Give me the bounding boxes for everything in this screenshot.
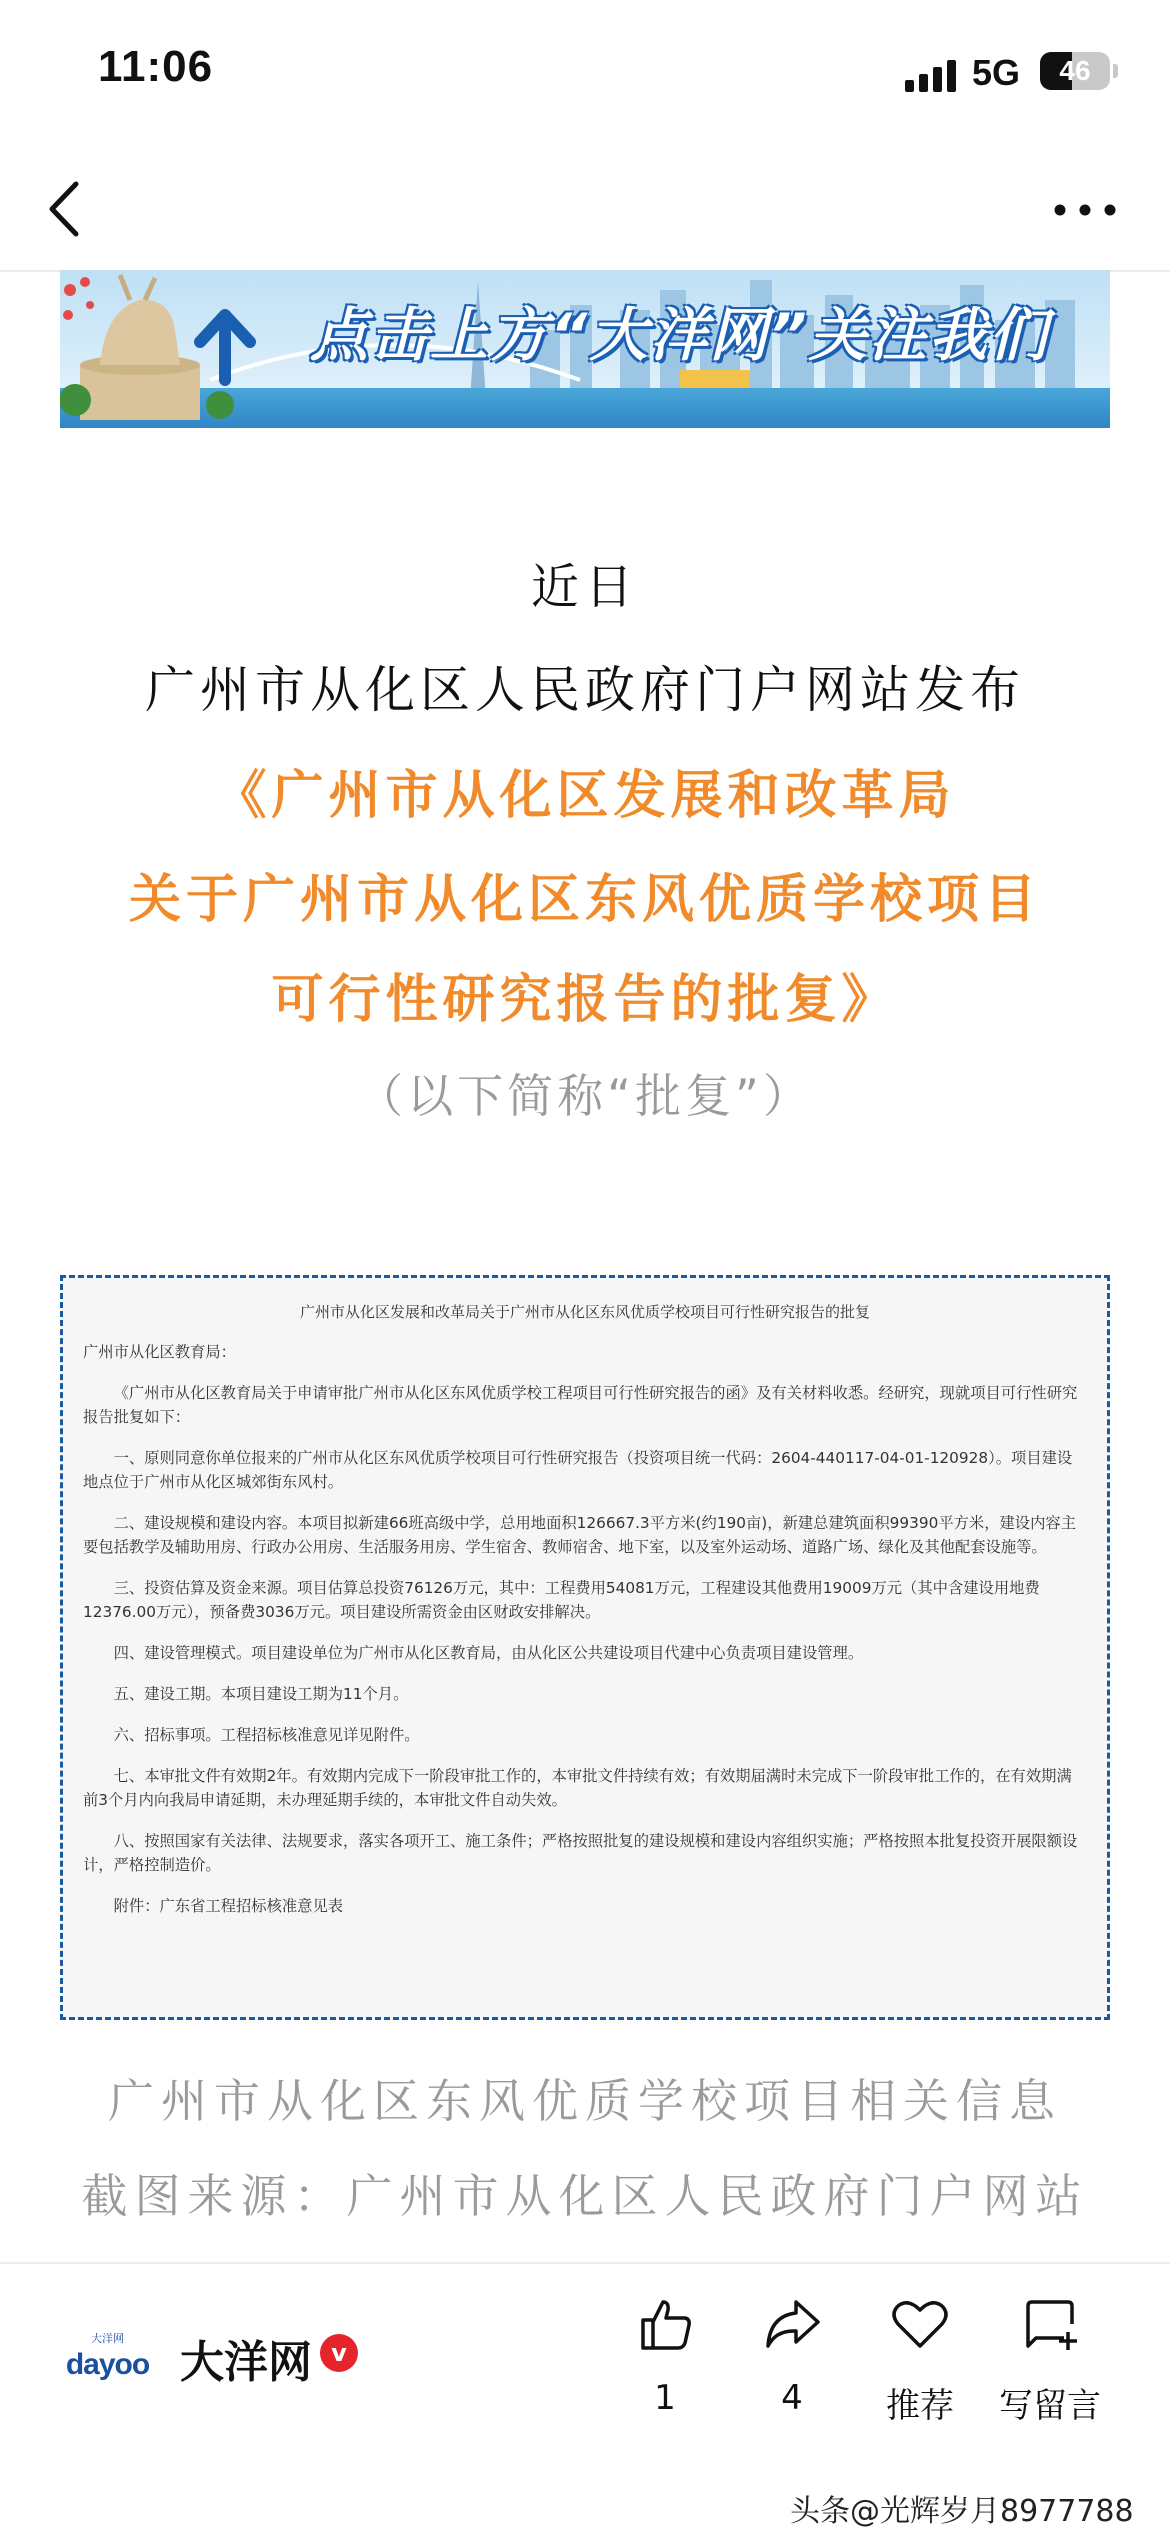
article-title-line-1: 《广州市从化区发展和改革局 [214,766,956,826]
document-paragraph: 《广州市从化区教育局关于申请审批广州市从化区东风优质学校工程项目可行性研究报告的函》及有关材料收悉。经研究，现就项目可行性研究报告批复如下： [83,1384,1078,1426]
share-button[interactable] [732,2294,852,2434]
caption-line-2: 截图来源：广州市从化区人民政府门户网站 [81,2169,1089,2223]
document-paragraph: 二、建设规模和建设内容。本项目拟新建66班高级中学，总用地面积126667.3平方米(约190亩)，新建总建筑面积99390平方米，建设内容主要包括教学及辅助用房、行政办公用房、生活服务用房、学生宿舍、教师宿舍、地下室，以及室外运动场、道路广场、绿化及其他配套设施等。 [83,1514,1076,1556]
battery-level: 46 [1059,55,1091,86]
intro-line-2: 广州市从化区人民政府门户网站发布 [145,661,1025,719]
thumbs-up-icon [635,2294,695,2354]
network-label: 5G [972,52,1021,93]
caption-line-1: 广州市从化区东风优质学校项目相关信息 [108,2074,1062,2128]
like-button[interactable] [605,2294,725,2434]
document-attachment: 附件：广东省工程招标核准意见表 [113,1897,344,1915]
signal-icon [905,58,957,92]
document-paragraph: 一、原则同意你单位报来的广州市从化区东风优质学校项目可行性研究报告（投资项目统一代码：2604-440117-04-01-120928）。项目建设地点位于广州市从化区城郊街东风村。 [83,1449,1073,1491]
document-paragraph: 七、本审批文件有效期2年。有效期内完成下一阶段审批工作的，本审批文件持续有效；有效期届满时未完成下一阶段审批工作的，在有效期满前3个月内向我局申请延期，未办理延期手续的，本审批文件自动失效。 [83,1767,1072,1809]
logo-main-text: dayoo [65,2348,150,2381]
comment-icon [1020,2294,1080,2354]
document-paragraph: 三、投资估算及资金来源。项目估算总投资76126万元，其中：工程费用54081万元，工程建设其他费用19009万元（其中含建设用地费12376.00万元），预备费3036万元。项目建设所需资金由区财政安排解决。 [83,1579,1040,1621]
approval-document-image[interactable] [60,1275,1110,2020]
article-title-line-2: 关于广州市从化区东风优质学校项目 [128,870,1041,930]
document-recipient: 广州市从化区教育局： [83,1343,236,1361]
bottom-action-bar [0,2262,1170,2532]
status-bar [0,0,1170,150]
document-paragraph: 六、招标事项。工程招标核准意见详见附件。 [113,1726,420,1744]
banner-text: 点击上方“大洋网”关注我们 [310,301,1049,369]
more-button[interactable] [1050,180,1120,240]
status-time: 11:06 [98,42,214,91]
abbreviation-note: （以下简称“批复”） [357,1069,813,1123]
comment-button[interactable] [990,2294,1110,2434]
chevron-left-icon [40,174,110,244]
battery-cap [1113,64,1118,78]
document-paragraph: 四、建设管理模式。项目建设单位为广州市从化区教育局，由从化区公共建设项目代建中心负责项目建设管理。 [113,1644,864,1662]
verified-badge: v [320,2334,358,2372]
document-title: 广州市从化区发展和改革局关于广州市从化区东风优质学校项目可行性研究报告的批复 [299,1303,870,1321]
follow-banner[interactable] [60,270,1110,428]
share-icon [762,2294,822,2354]
document-paragraph: 八、按照国家有关法律、法规要求，落实各项开工、施工条件；严格按照批复的建设规模和建设内容组织实施；严格按照本批复投资开展限额设计，严格控制造价。 [83,1832,1078,1874]
share-count: 4 [781,2378,803,2418]
nav-bar [0,150,1170,272]
heart-icon [890,2294,950,2354]
watermark: 头条@光辉岁月8977788 [790,2494,1134,2529]
document-paragraph: 五、建设工期。本项目建设工期为11个月。 [113,1685,409,1703]
recommend-label: 推荐 [886,2386,954,2426]
recommend-button[interactable] [860,2294,980,2434]
logo-small-text: 大洋网 [91,2332,124,2345]
source-name[interactable]: 大洋网 [180,2337,312,2388]
comment-label: 写留言 [999,2386,1101,2426]
like-count: 1 [654,2378,676,2418]
article-title-line-3: 可行性研究报告的批复》 [271,970,899,1030]
back-button[interactable] [40,174,110,244]
source-logo[interactable] [60,2326,155,2386]
battery-icon [1040,52,1110,90]
more-dots-icon [1050,180,1120,240]
intro-line-1: 近日 [530,559,639,615]
